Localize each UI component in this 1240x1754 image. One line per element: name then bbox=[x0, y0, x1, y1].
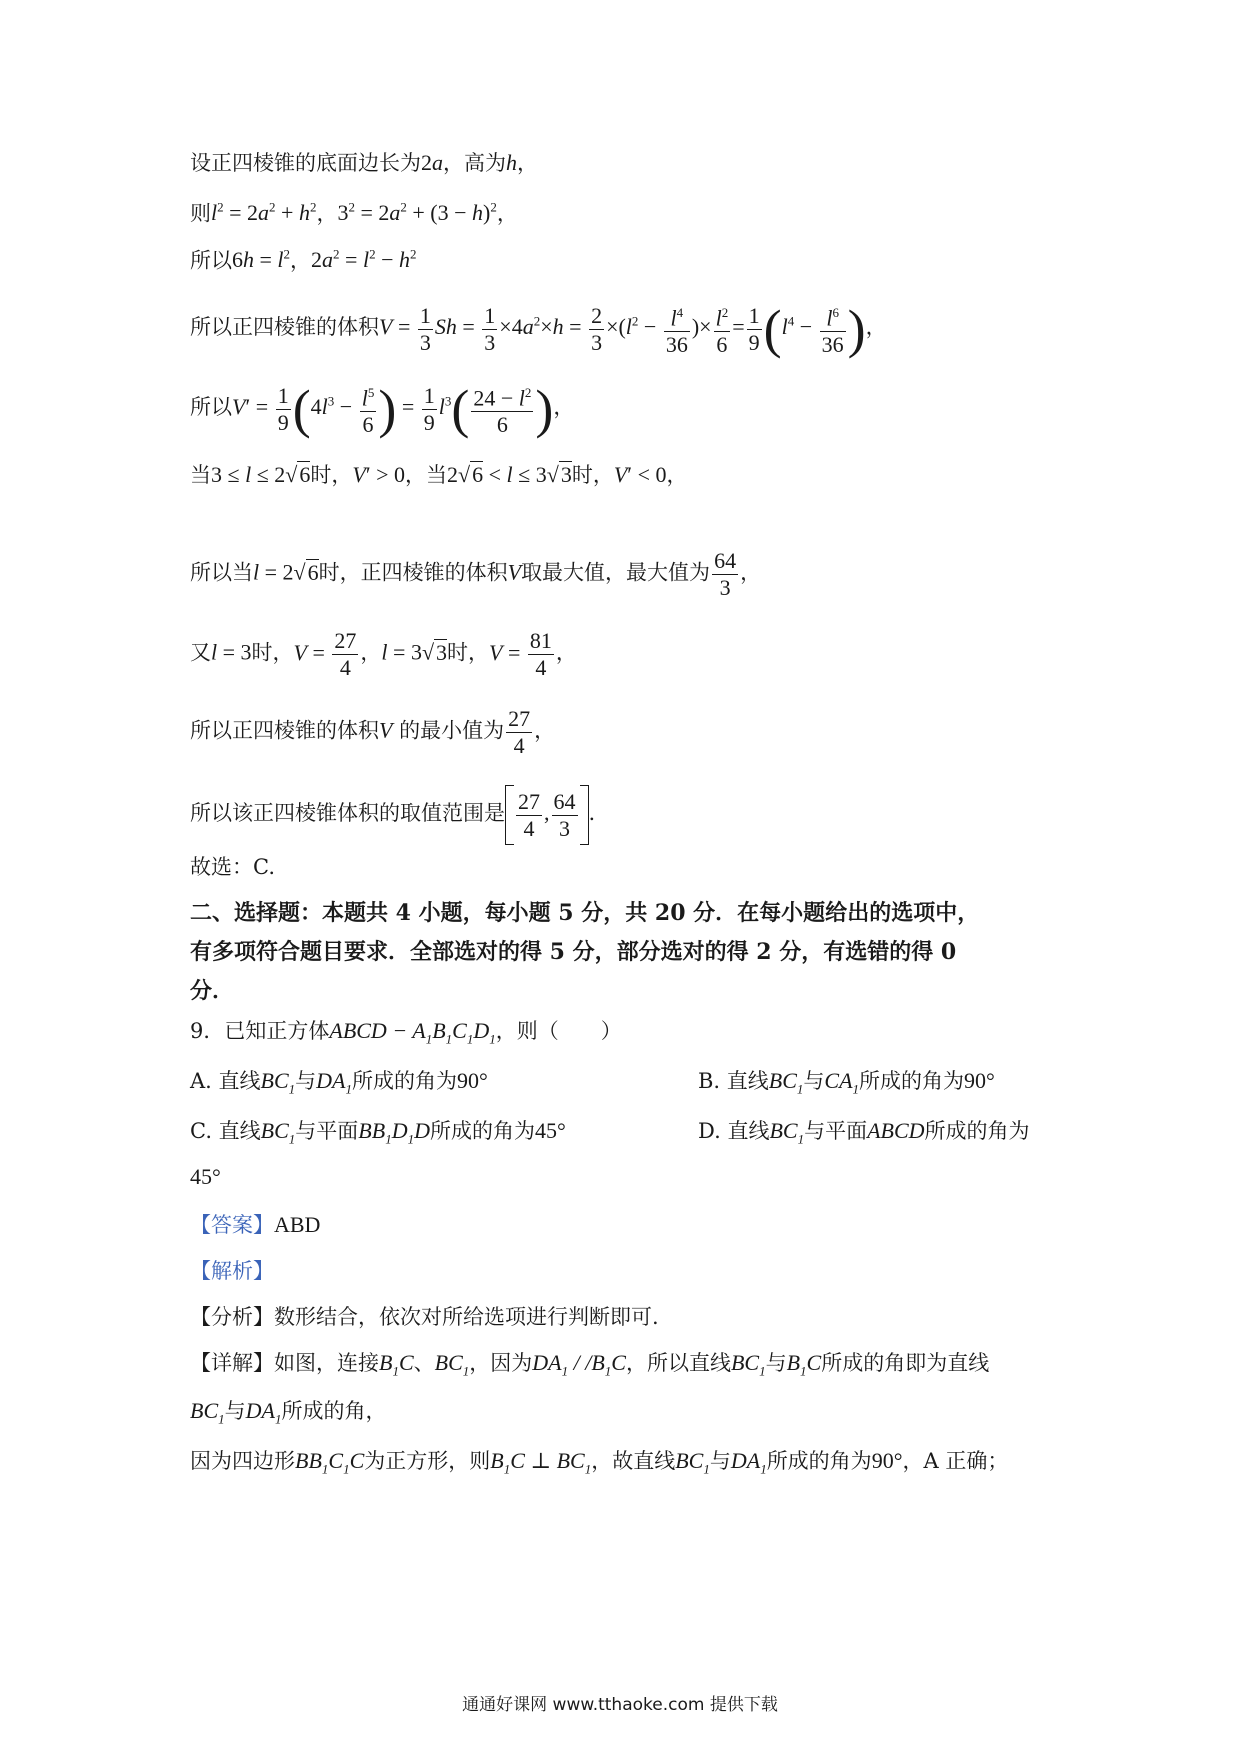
section-header-line-1: 二、选择题：本题共 4 小题，每小题 5 分，共 20 分．在每小题给出的选项中， bbox=[190, 900, 980, 926]
solution-line-4: 所以正四棱锥的体积V = $\frac{1}{3}$ Sh = $\frac{1}{3}$ $\times 4a^2\times h$ = $\frac{2}{3}$ $\times(l^2$ − $\frac{l^4}{36}$ )× $\frac{l^2}{6}$ = $\frac{1}{9}$ ($l^4$ − $\frac{l^6}{36}$ )， bbox=[190, 299, 887, 360]
analysis-tag: 【解析】 bbox=[190, 1259, 274, 1283]
footer-watermark: 通通好课网 www.tthaoke.com 提供下载 bbox=[462, 1695, 778, 1715]
option-d: D. 直线$BC_1$与平面ABCD所成的角为 bbox=[698, 1118, 1030, 1147]
section-header-line-2: 有多项符合题目要求．全部选对的得 5 分，部分选对的得 2 分，有选错的得 0 bbox=[190, 939, 957, 965]
solution-line-7: 所以当l = 2√6时，正四棱锥的体积V取最大值，最大值为 $\frac{64}{3}$ ， bbox=[190, 548, 762, 600]
solution-line-2: 则$l^2 = 2a^2 + h^2$，$3^2 = 2a^2 + (3 - h)^2$， bbox=[190, 200, 518, 226]
solution-line-3: 所以$6h = l^2$，$2a^2 = l^2 - h^2$ bbox=[190, 247, 417, 273]
solution-line-6: 当3 ≤ l ≤ 2√6时，V′ > 0，当2√6 < l ≤ 3√3时，V′ < 0， bbox=[190, 462, 688, 487]
solution-line-5: 所以V′ = $\frac{1}{9}$ ($4l^3$ − $\frac{l^5}{6}$ ) = $\frac{1}{9}$ $l^3$( $\frac{24 - l^2}{6}$ )， bbox=[190, 379, 575, 440]
solution-line-10: 所以该正四棱锥体积的取值范围是 $\frac{27}{4}$ , $\frac{64}{3}$ . bbox=[190, 785, 595, 845]
analysis-line bbox=[190, 1256, 274, 1286]
detail-line-3: 因为四边形$BB_1C_1C$为正方形，则$B_1C$ ⊥ $BC_1$，故直线$BC_1$与$DA_1$所成的角为90°，A 正确； bbox=[190, 1448, 1009, 1477]
question-9-stem: 9．已知正方体ABCD − $A_1B_1C_1D_1$，则（ ） bbox=[190, 1018, 622, 1047]
detail-line-1: 【详解】如图，连接$B_1C$、$BC_1$，因为$DA_1 / /B_1C$，所以直线$BC_1$与$B_1C$所成的角即为直线 bbox=[190, 1350, 990, 1379]
solution-line-8: 又l = 3时，V = $\frac{27}{4}$ ，l = 3√3时，V = $\frac{81}{4}$ ， bbox=[190, 628, 577, 680]
detail-line-2: $BC_1$与$DA_1$所成的角， bbox=[190, 1398, 387, 1427]
fenxi-line: 【分析】数形结合，依次对所给选项进行判断即可. bbox=[190, 1305, 659, 1329]
section-header-line-3: 分． bbox=[190, 978, 235, 1004]
option-d-wrap: 45° bbox=[190, 1164, 221, 1189]
choice-line: 故选：C. bbox=[190, 855, 275, 879]
option-c: C. 直线$BC_1$与平面$BB_1D_1D$所成的角为45° bbox=[190, 1118, 566, 1147]
answer-tag: 【答案】 bbox=[190, 1213, 274, 1237]
option-a: A. 直线$BC_1$与$DA_1$所成的角为90° bbox=[190, 1068, 488, 1097]
answer-line bbox=[190, 1210, 320, 1240]
option-b: B. 直线$BC_1$与$CA_1$所成的角为90° bbox=[698, 1068, 995, 1097]
answer-value: ABD bbox=[274, 1212, 321, 1237]
solution-line-9: 所以正四棱锥的体积V 的最小值为 $\frac{27}{4}$ ， bbox=[190, 706, 556, 758]
solution-line-1: 设正四棱锥的底面边长为2a，高为h， bbox=[190, 150, 538, 175]
